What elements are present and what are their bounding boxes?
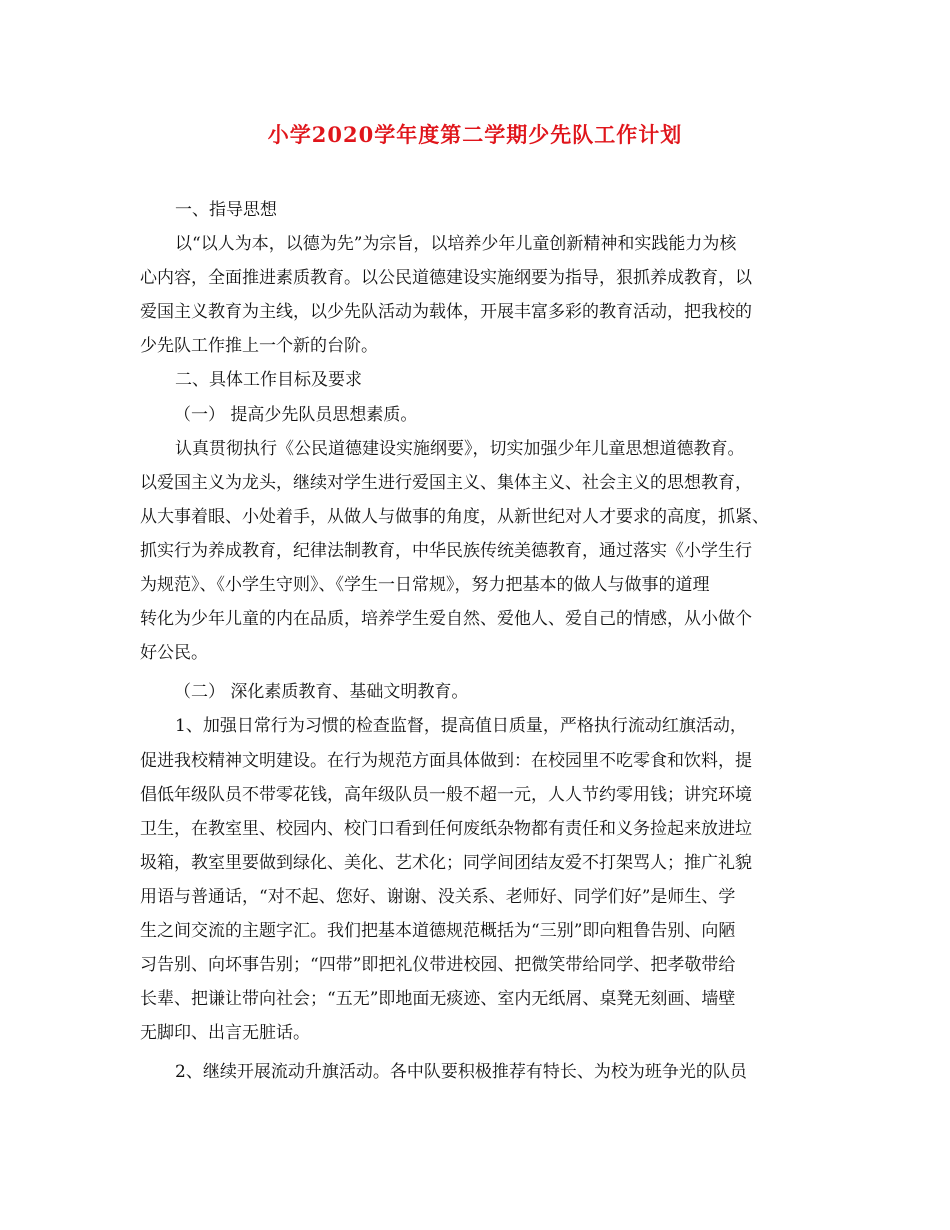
paragraph-line: 心内容，全面推进素质教育。以公民道德建设实施纲要为指导，狠抓养成教育，以 [140,268,752,289]
document-body [140,193,840,1089]
paragraph-line: 1、加强日常行为习惯的检查监督，提高值日质量，严格执行流动红旗活动， [175,716,747,737]
paragraph-line: 转化为少年儿童的内在品质，培养学生爱自然、爱他人、爱自己的情感，从小做个 [140,609,752,630]
paragraph-line: 用语与普通话，“对不起、您好、谢谢、没关系、老师好、同学们好”是师生、学 [140,886,736,907]
document-title: 小学2020学年度第二学期少先队工作计划 [267,122,683,147]
paragraph-line: 从大事着眼、小处着手，从做人与做事的角度，从新世纪对人才要求的高度，抓紧、 [140,506,769,527]
paragraph-line: 习告别、向坏事告别；“四带”即把礼仪带进校园、把微笑带给同学、把孝敬带给 [140,955,736,976]
paragraph-line: 生之间交流的主题字汇。我们把基本道德规范概括为“三别”即向粗鲁告别、向陋 [140,920,736,941]
paragraph-line: 以爱国主义为龙头，继续对学生进行爱国主义、集体主义、社会主义的思想教育， [140,472,752,493]
paragraph-line: 认真贯彻执行《公民道德建设实施纲要》，切实加强少年儿童思想道德教育。 [175,438,745,459]
section-heading-2: 二、具体工作目标及要求 [175,370,362,391]
paragraph-line: 长辈、把谦让带向社会；“五无”即地面无痰迹、室内无纸屑、桌凳无刻画、墙壁 [140,989,736,1010]
paragraph-line: 好公民。 [140,643,208,664]
paragraph-line: 2、继续开展流动升旗活动。各中队要积极推荐有特长、为校为班争光的队员 [175,1062,747,1083]
subsection-heading-2: （二） 深化素质教育、基础文明教育。 [174,682,469,703]
subsection-heading-1: （一） 提高少先队员思想素质。 [174,404,418,425]
paragraph-line: 少先队工作推上一个新的台阶。 [140,336,378,357]
paragraph-line: 为规范》、《小学生守则》、《学生一日常规》，努力把基本的做人与做事的道理 [140,575,710,596]
paragraph-line: 圾箱，教室里要做到绿化、美化、艺术化；同学间团结友爱不打架骂人；推广礼貌 [140,852,752,873]
section-heading-1: 一、指导思想 [175,200,277,220]
paragraph-line: 抓实行为养成教育，纪律法制教育，中华民族传统美德教育，通过落实《小学生行 [140,540,752,561]
paragraph-line: 无脚印、出言无脏话。 [140,1023,310,1044]
paragraph-line: 促进我校精神文明建设。在行为规范方面具体做到：在校园里不吃零食和饮料，提 [140,750,752,771]
paragraph-line: 爱国主义教育为主线，以少先队活动为载体，开展丰富多彩的教育活动，把我校的 [140,302,752,323]
paragraph-line: 以“以人为本，以德为先”为宗旨，以培养少年儿童创新精神和实践能力为核 [175,234,737,255]
paragraph-line: 倡低年级队员不带零花钱，高年级队员一般不超一元，人人节约零用钱；讲究环境 [140,784,752,805]
paragraph-line: 卫生，在教室里、校园内、校门口看到任何废纸杂物都有责任和义务捡起来放进垃 [140,818,752,839]
